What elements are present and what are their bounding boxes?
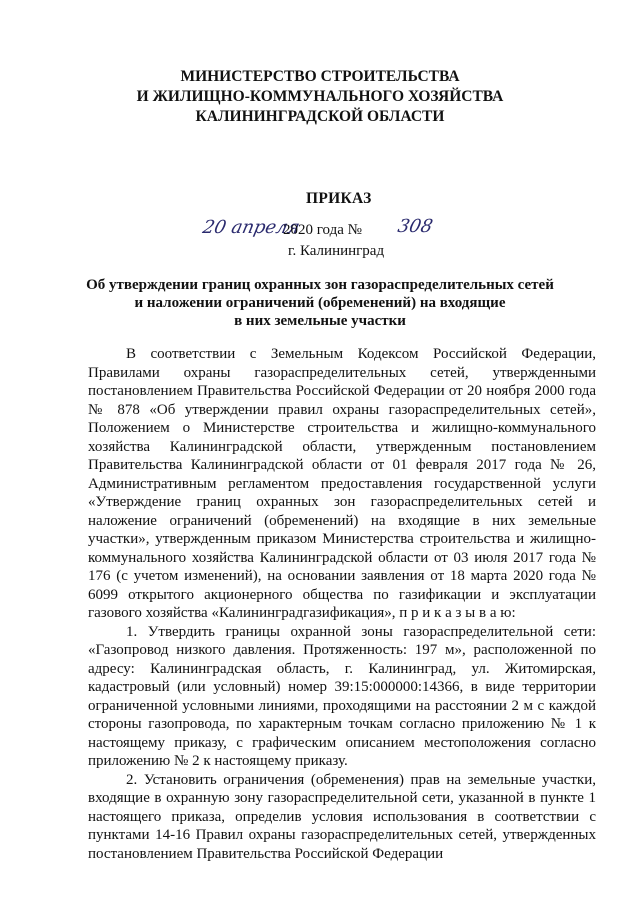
handwritten-order-number: 308 — [395, 216, 435, 237]
ministry-header-line-3: КАЛИНИНГРАДСКОЙ ОБЛАСТИ — [195, 108, 445, 125]
ministry-header — [0, 67, 640, 127]
order-body — [88, 345, 596, 863]
order-title: ПРИКАЗ — [306, 190, 372, 207]
ministry-header-line-2: И ЖИЛИЩНО-КОММУНАЛЬНОГО ХОЗЯЙСТВА — [136, 88, 504, 105]
intro-paragraph: В соответствии с Земельным Кодексом Российской Федерации, Правилами охраны газораспределительных сетей, утвержденными постановлением Правительства Российской Федерации от 20 ноября 2000 года № 878 «Об утверждении правил охраны газораспределительных сетей», Положением о Министерстве строительства и жилищно-коммунального хозяйства Калининградской области, утвержденным постановлением Правительства Калининградской области от 01 февраля 2017 года № 26, Административным регламентом предоставления государственной услуги «Утверждение границ охранных зон газораспределительных сетей и наложение ограничений (обременений) на входящие в них земельные участки», утвержденным приказом Министерства строительства и жилищно-коммунального хозяйства Калининградской области от 03 июля 2017 года № 176 (с учетом изменений), на основании заявления от 18 марта 2020 года № 6099 открытого акционерного общества по газификации и эксплуатации газового хозяйства «Калининградгазификация», п р и к а з ы в а ю: — [88, 346, 596, 621]
item-2-paragraph: 2. Установить ограничения (обременения) прав на земельные участки, входящие в охранную зону газораспределительной сети, указанной в пункте 1 настоящего приказа, определив условия использования в соответствии с пунктами 14-16 Правил охраны газораспределительных сетей, утвержденных постановлением Правительства Российской Федерации — [88, 771, 596, 862]
order-subject-line-2: и наложении ограничений (обременений) на входящие — [134, 295, 506, 311]
order-subject — [80, 276, 560, 330]
order-city: г. Калининград — [288, 243, 385, 259]
order-subject-line-3: в них земельные участки — [234, 313, 406, 329]
ministry-header-line-1: МИНИСТЕРСТВО СТРОИТЕЛЬСТВА — [180, 68, 460, 85]
order-year-number-label: 2020 года № — [283, 222, 362, 238]
handwritten-date: 20 апреля — [200, 217, 302, 238]
item-1-paragraph: 1. Утвердить границы охранной зоны газораспределительной сети: «Газопровод низкого давления. Протяженность: 197 м», расположенной по адресу: Калининградская область, г. Калининград, ул. Житомирская, кадастровый (или условный) номер 39:15:000000:14366, в виде территории ограниченной условными линиями, проходящими на расстоянии 2 м с каждой стороны газопровода, по характерным точкам согласно приложению № 1 к настоящему приказу, с графическим описанием местоположения согласно приложению № 2 к настоящему приказу. — [88, 623, 596, 769]
order-subject-line-1: Об утверждении границ охранных зон газораспределительных сетей — [86, 277, 554, 293]
